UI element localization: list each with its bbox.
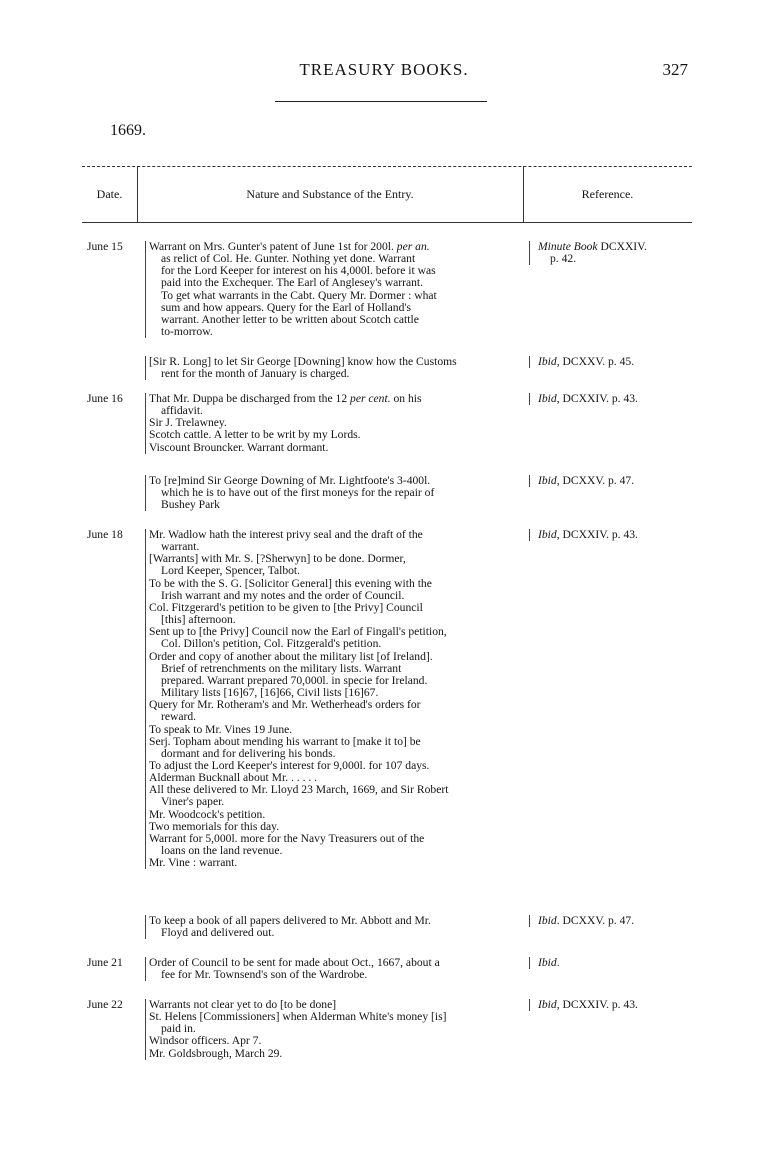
entry-text-line: To be with the S. G. [Solicitor General] this evening with the [149,577,432,590]
entry-nature [145,475,524,511]
entry-text-line: Mr. Goldsbrough, March 29. [149,1047,283,1060]
entry-text-line: Brief of retrenchments on the military lists. Warrant [161,662,402,675]
entry-text-line: St. Helens [Commissioners] when Alderman White's money [is] [149,1011,447,1024]
entry-text-line: [Warrants] with Mr. S. [?Sherwyn] to be done. Dormer, [149,553,406,566]
header-rule [275,101,487,102]
entry-text-line: To adjust the Lord Keeper's interest for 9,000l. for 107 days. [149,759,430,772]
entry-text-line: to-morrow. [161,326,213,339]
reference-line: p. 42. [550,253,577,266]
reference-line: Ibid, DCXXV. p. 45. [538,356,635,368]
entry-text-line: Warrant for 5,000l. more for the Navy Treasurers out of the [149,832,425,845]
entry-text-line: Warrant on Mrs. Gunter's patent of June 1st for 200l. per an. [149,241,430,253]
entry-text-line: Viner's paper. [161,796,225,809]
entry-text-line: reward. [161,711,197,724]
column-header-date: Date. [96,187,123,201]
entry-text-line: Order of Council to be sent for made about Oct., 1667, about a [149,957,440,969]
entry-reference [529,393,698,405]
entry-text-line: Col. Dillon's petition, Col. Fitzgerald's petition. [161,638,382,651]
entry-text-line: To [re]mind Sir George Downing of Mr. Lightfoote's 3-400l. [149,475,431,487]
entry-text-line: [Sir R. Long] to let Sir George [Downing] know how the Customs [149,356,457,368]
entry-text-line: paid into the Exchequer. The Earl of Anglesey's warrant. [161,277,424,290]
entry-text-line: warrant. Another letter to be written about Scotch cattle [161,313,419,326]
year-heading: 1669. [110,122,146,139]
entry-text-line: Mr. Woodcock's petition. [149,808,266,821]
entry-text-line: which he is to have out of the first moneys for the repair of [161,487,435,500]
entry-text-line: fee for Mr. Townsend's son of the Wardrobe. [161,969,368,982]
column-header-reference: Reference. [581,187,634,201]
table-header-rule [82,222,692,223]
entry-text-line: Viscount Brouncker. Warrant dormant. [149,441,329,454]
entry-text-line: To get what warrants in the Cabt. Query Mr. Dormer : what [161,289,437,302]
entry-text-line: Scotch cattle. A letter to be writ by my Lords. [149,429,361,442]
entry-text-line: Mr. Vine : warrant. [149,857,238,870]
entry-nature [145,999,524,1060]
reference-line: Ibid, DCXXIV. p. 43. [538,529,638,541]
entry-date: June 16 [87,392,123,405]
entry-text-line: Floyd and delivered out. [161,927,275,940]
entry-text-line: Windsor officers. Apr 7. [149,1035,262,1048]
entry-text-line: That Mr. Duppa be discharged from the 12 per cent. on his [149,393,422,405]
entry-reference [529,356,698,368]
running-header-title: TREASURY BOOKS. [299,60,469,79]
entry-text-line: loans on the land revenue. [161,845,283,858]
entry-text-line: rent for the month of January is charged. [161,368,350,381]
entry-date: June 21 [87,956,123,969]
entry-nature [145,241,524,338]
entry-nature [145,393,524,454]
entry-text-line: Bushey Park [161,499,220,512]
entry-text-line: Mr. Wadlow hath the interest privy seal and the draft of the [149,529,423,541]
reference-line: Minute Book DCXXIV. [538,241,647,253]
entry-text-line: Order and copy of another about the military list [of Ireland]. [149,650,433,663]
entry-date: June 15 [87,240,123,253]
reference-line: Ibid. DCXXV. p. 47. [538,915,635,927]
reference-line: Ibid, DCXXIV. p. 43. [538,393,638,405]
entry-text-line: for the Lord Keeper for interest on his 4,000l. before it was [161,265,436,278]
entry-text-line: All these delivered to Mr. Lloyd 23 March, 1669, and Sir Robert [149,784,449,797]
entry-nature [145,957,524,981]
entry-text-line: sum and how appears. Query for the Earl of Holland's [161,301,411,314]
entry-reference [529,529,698,541]
reference-line: Ibid. [538,957,560,969]
entry-text-line: warrant. [161,541,200,554]
reference-line: Ibid, DCXXIV. p. 43. [538,999,638,1011]
entry-text-line: Sent up to [the Privy] Council now the Earl of Fingall's petition, [149,626,447,639]
entry-reference [529,475,698,487]
entry-text-line: paid in. [161,1023,196,1036]
entry-text-line: [this] afternoon. [161,614,236,627]
reference-line: Ibid, DCXXV. p. 47. [538,475,635,487]
table-top-rule [82,166,692,167]
entry-text-line: Military lists [16]67, [16]66, Civil lists [16]67. [161,687,379,700]
entry-text-line: as relict of Col. He. Gunter. Nothing yet done. Warrant [161,253,416,266]
entry-text-line: Sir J. Trelawney. [149,417,227,430]
entry-text-line: To keep a book of all papers delivered to Mr. Abbott and Mr. [149,915,431,927]
page-number: 327 [662,60,688,79]
entry-text-line: To speak to Mr. Vines 19 June. [149,723,293,736]
entry-text-line: Serj. Topham about mending his warrant to [make it to] be [149,735,421,748]
entry-nature [145,529,524,869]
entry-text-line: Col. Fitzgerard's petition to be given to [the Privy] Council [149,601,423,614]
entry-reference [529,241,698,265]
entry-nature [145,356,524,380]
entry-text-line: Lord Keeper, Spencer, Talbot. [161,565,301,578]
entry-text-line: affidavit. [161,405,203,418]
entry-nature [145,915,524,939]
entry-text-line: Two memorials for this day. [149,820,280,833]
entry-text-line: prepared. Warrant prepared 70,000l. in specie for Ireland. [161,674,428,687]
entry-date: June 18 [87,528,123,541]
entry-text-line: dormant and for delivering his bonds. [161,747,336,760]
entry-text-line: Query for Mr. Rotheram's and Mr. Wetherhead's orders for [149,699,421,712]
entry-text-line: Warrants not clear yet to do [to be done] [149,999,337,1011]
column-header-nature: Nature and Substance of the Entry. [246,187,414,201]
entry-text-line: Alderman Bucknall about Mr. . . . . . [149,772,318,785]
entry-reference [529,957,698,969]
entry-reference [529,999,698,1011]
entry-reference [529,915,698,927]
entry-text-line: Irish warrant and my notes and the order of Council. [161,589,405,602]
entry-date: June 22 [87,998,123,1011]
